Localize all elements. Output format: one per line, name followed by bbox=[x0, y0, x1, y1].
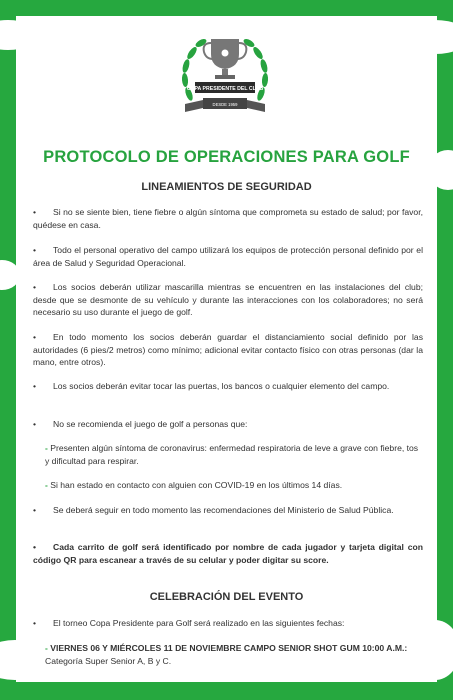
section-title-security: LINEAMIENTOS DE SEGURIDAD bbox=[141, 181, 312, 193]
section-title-event: CELEBRACIÓN DEL EVENTO bbox=[149, 591, 304, 603]
club-logo bbox=[175, 34, 275, 124]
sub-item-2: - Si han estado en contacto con alguien con COVID-19 en los últimos 14 días. bbox=[45, 480, 343, 490]
paragraph-2: • Todo el personal operativo del campo utilizará los equipos de protección personal definido por el área de Salud y Seguridad Operacional. bbox=[33, 245, 423, 268]
page-title: PROTOCOLO DE OPERACIONES PARA GOLF bbox=[43, 148, 410, 166]
paragraph-5: • Los socios deberán evitar tocar las puertas, los bancos o cualquier elemento del campo. bbox=[33, 381, 390, 391]
event-item: - VIERNES 06 Y MIÉRCOLES 11 DE NOVIEMBRE CAMPO SENIOR SHOT GUM 10:00 A.M.: Categoría Super Senior A, B y C. bbox=[45, 643, 408, 666]
paragraph-1: • Si no se siente bien, tiene fiebre o algún síntoma que comprometa su estado de salud; por favor, quédese en casa. bbox=[33, 207, 423, 230]
paragraph-3: • Los socios deberán utilizar mascarilla mientras se encuentren en las instalaciones del club; desde que se desmonte de su vehículo y durante las interacciones con los colaboradores; no será necesario su uso durante el juego de golf. bbox=[33, 282, 423, 318]
logo-since: DESDE 1959 bbox=[212, 102, 238, 107]
paragraph-qr: • Cada carrito de golf será identificado por nombre de cada jugador y tarjeta digital con código QR para escanear a través de su celular y poder digitar su score. bbox=[33, 542, 423, 565]
trophy-icon bbox=[204, 39, 247, 79]
sub-item-1: - Presenten algún síntoma de coronavirus: enfermedad respiratoria de leve a grave con fiebre, tos y dificultad para respirar. bbox=[45, 443, 419, 466]
logo-name: COPA PRESIDENTE DEL CLUB bbox=[186, 86, 264, 92]
paragraph-4: • En todo momento los socios deberán guardar el distanciamiento social definido por las autoridades (6 pies/2 metros) como mínimo; adicional evitar contacto físico con otras personas (dar la mano, entre otros). bbox=[33, 332, 423, 368]
event-intro: • El torneo Copa Presidente para Golf será realizado en las siguientes fechas: bbox=[33, 618, 345, 628]
paragraph-ministry: • Se deberá seguir en todo momento las recomendaciones del Ministerio de Salud Pública. bbox=[33, 505, 394, 515]
paragraph-6: • No se recomienda el juego de golf a personas que: bbox=[33, 419, 248, 429]
